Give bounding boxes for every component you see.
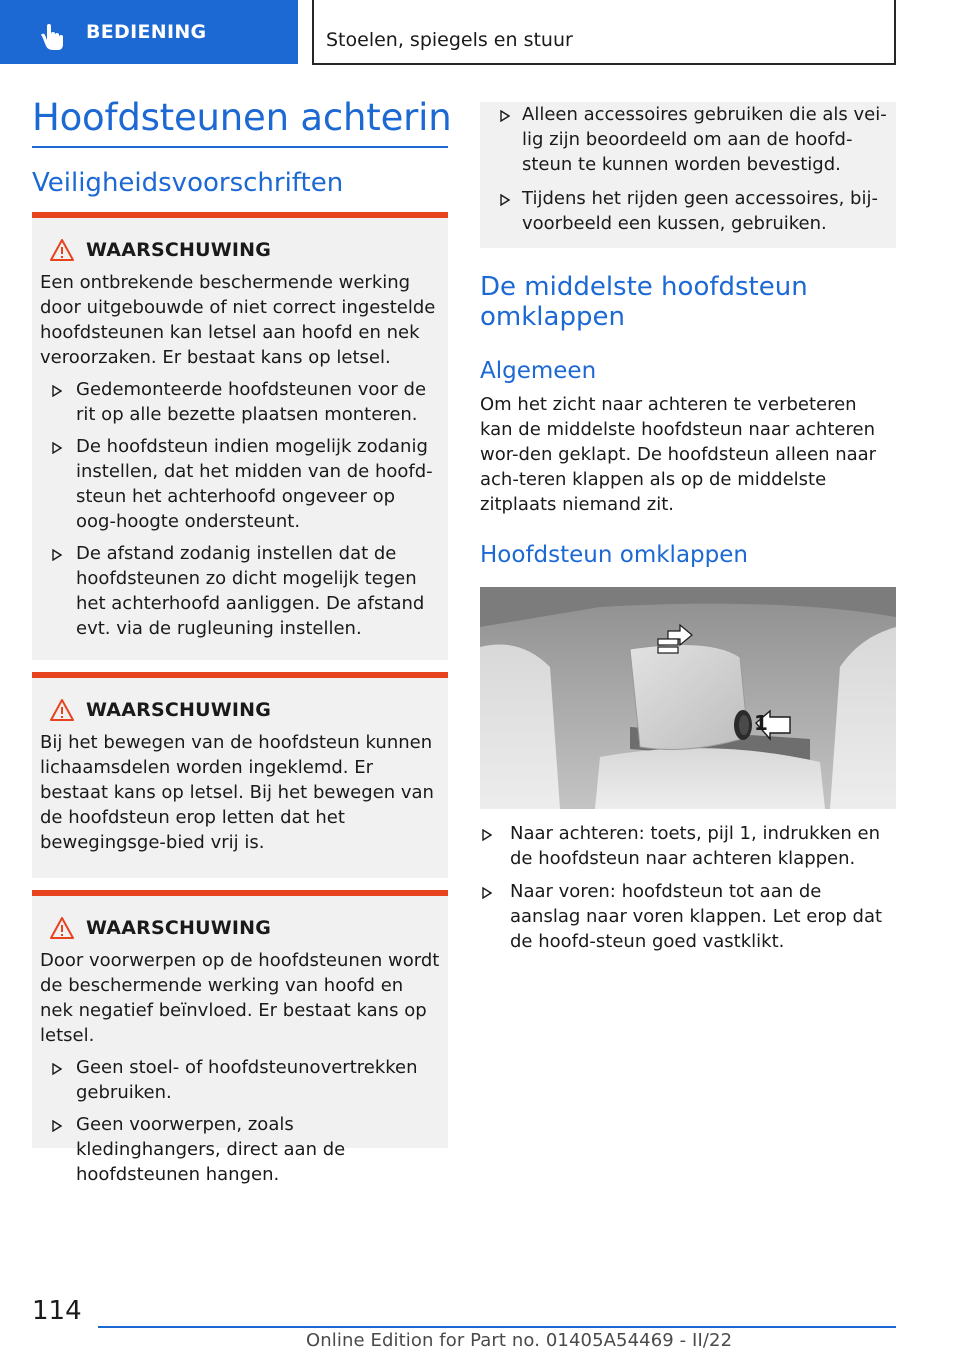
list-item: Geen stoel- of hoofdsteunovertrekken gebruiken. <box>40 1055 440 1105</box>
warning-label: WAARSCHUWING <box>86 699 272 721</box>
footer-rule <box>98 1326 896 1328</box>
warning-title <box>50 914 440 942</box>
callout-number: 1 <box>754 711 768 735</box>
warning-triangle-icon <box>50 698 74 722</box>
warning-text: Bij het bewegen van de hoofdsteun kunnen lichaamsdelen worden ingeklemd. Er bestaat kans op letsel. Bij het bewegen van de hoofdsteun erop letten dat het bewegingsge-bied vrij is. <box>40 732 434 853</box>
warning-box-1 <box>32 212 448 660</box>
warning-label: WAARSCHUWING <box>86 917 272 939</box>
list-item: De hoofdsteun indien mogelijk zodanig instellen, dat het midden van de hoofd-steun het achterhoofd ongeveer op oog-hoogte ondersteunt. <box>40 434 440 534</box>
triangle-bullet-icon <box>500 110 510 122</box>
warning-bullets <box>40 1055 440 1187</box>
headrest-illustration <box>480 587 896 809</box>
list-item: Naar voren: hoofdsteun tot aan de aanslag naar voren klappen. Let erop dat de hoofd-steun goed vastklikt. <box>480 879 896 954</box>
fold-heading: De middelste hoofdsteun omklappen <box>480 272 808 332</box>
page-number: 114 <box>32 1296 82 1326</box>
list-item: Tijdens het rijden geen accessoires, bij-voorbeeld een kussen, gebruiken. <box>488 186 888 236</box>
warning-label: WAARSCHUWING <box>86 239 272 261</box>
continued-warning-box <box>480 102 896 248</box>
warning-triangle-icon <box>50 238 74 262</box>
list-item: Alleen accessoires gebruiken die als vei-lig zijn beoordeeld om aan de hoofd-steun te kunnen worden bevestigd. <box>488 102 888 177</box>
triangle-bullet-icon <box>482 829 492 841</box>
safety-heading: Veiligheidsvoorschriften <box>32 168 344 198</box>
page-title: Hoofdsteunen achterin <box>32 96 452 139</box>
warning-text: Een ontbrekende beschermende werking door uitgebouwde of niet correct ingestelde hoofdsteunen kan letsel aan hoofd en nek veroorzaken. Er bestaat kans op letsel. <box>40 272 436 368</box>
warning-text: Door voorwerpen op de hoofdsteunen wordt de beschermende werking van hoofd en nek negatief beïnvloed. Er bestaat kans op letsel. <box>40 950 440 1046</box>
general-text: Om het zicht naar achteren te verbeteren kan de middelste hoofdsteun naar achteren wor-den geklapt. De hoofdsteun alleen naar ach-teren klappen als op de middelste zitplaats niemand zit. <box>480 394 877 515</box>
general-heading: Algemeen <box>480 358 597 384</box>
triangle-bullet-icon <box>500 194 510 206</box>
fold-steps <box>480 821 896 962</box>
triangle-bullet-icon <box>52 1063 62 1075</box>
warning-bullets <box>40 377 440 641</box>
edition-note: Online Edition for Part no. 01405A54469 - II/22 <box>306 1330 733 1351</box>
warning-box-3 <box>32 890 448 1185</box>
title-underline <box>32 146 448 148</box>
warning-title <box>50 696 440 724</box>
chapter-title: Stoelen, spiegels en stuur <box>326 29 573 51</box>
list-item: De afstand zodanig instellen dat de hoofdsteunen zo dicht mogelijk tegen het achterhoofd aanliggen. De afstand evt. via de rugleuning instellen. <box>40 541 440 641</box>
warning-box-2 <box>32 672 448 878</box>
triangle-bullet-icon <box>52 442 62 454</box>
triangle-bullet-icon <box>52 385 62 397</box>
hand-pointer-icon <box>36 22 66 52</box>
list-item: Naar achteren: toets, pijl 1, indrukken en de hoofdsteun naar achteren klappen. <box>480 821 896 871</box>
section-tab <box>0 0 298 64</box>
triangle-bullet-icon <box>52 1120 62 1132</box>
triangle-bullet-icon <box>482 887 492 899</box>
section-label: BEDIENING <box>86 21 207 43</box>
warning-triangle-icon <box>50 916 74 940</box>
list-item: Gedemonteerde hoofdsteunen voor de rit op alle bezette plaatsen monteren. <box>40 377 440 427</box>
list-item: Geen voorwerpen, zoals kledinghangers, direct aan de hoofdsteunen hangen. <box>40 1112 440 1187</box>
fold-sub-heading: Hoofdsteun omklappen <box>480 542 748 568</box>
headrest-figure <box>480 587 896 809</box>
warning-title <box>50 236 440 264</box>
continued-bullets <box>488 102 888 236</box>
triangle-bullet-icon <box>52 549 62 561</box>
